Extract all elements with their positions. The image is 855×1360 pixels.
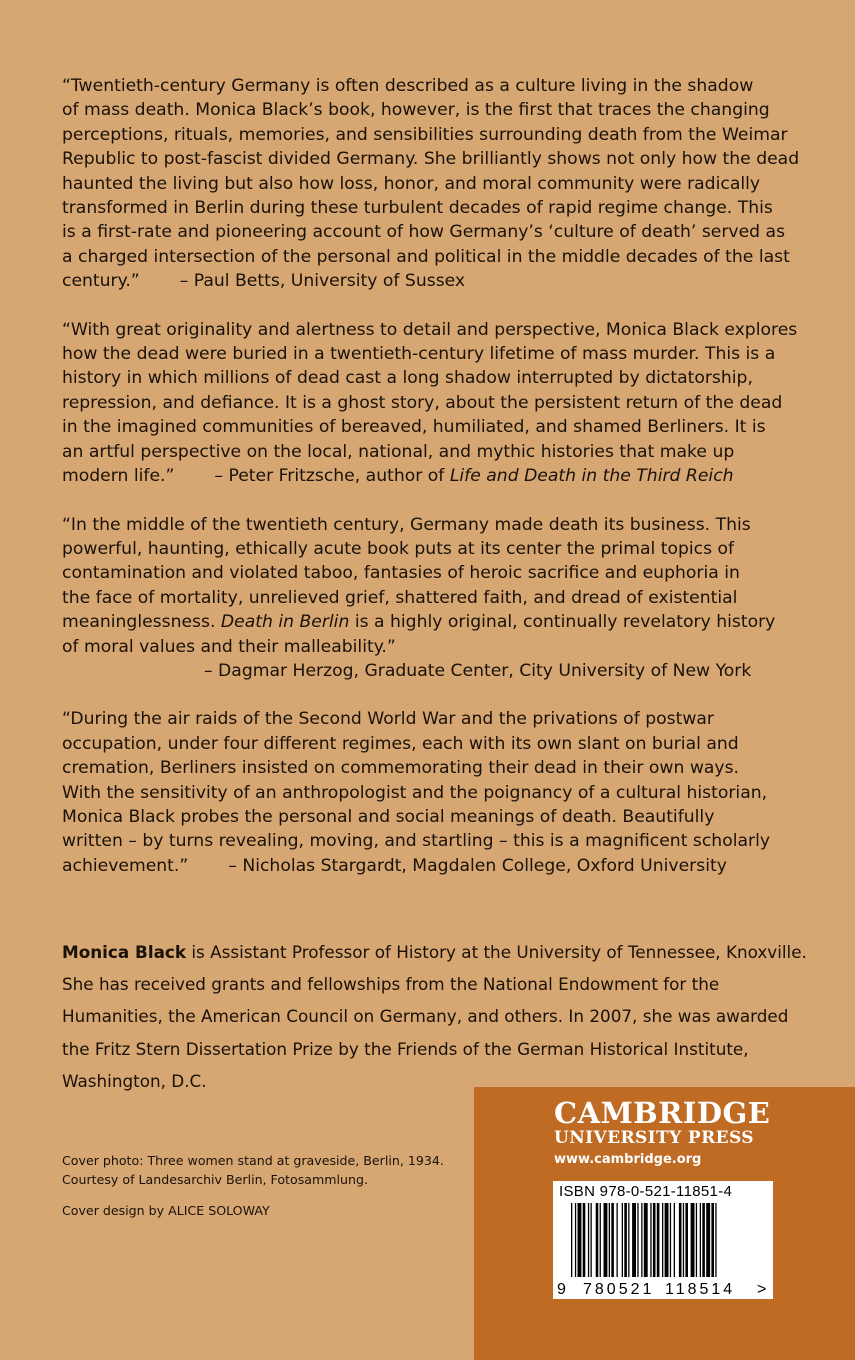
quote-line: With the sensitivity of an anthropologist and the poignancy of a cultural historian,	[62, 782, 768, 803]
barcode-bar	[657, 1203, 660, 1277]
quote-line: haunted the living but also how loss, honor, and moral community were radically	[62, 173, 761, 194]
barcode-bar	[571, 1203, 572, 1277]
barcode-bar	[696, 1203, 697, 1277]
quote-end: modern life.”	[62, 466, 175, 487]
bio-line: Washington, D.C.	[62, 1070, 207, 1091]
barcode-bar	[665, 1203, 669, 1277]
barcode-digit-suffix: >	[757, 1281, 767, 1298]
quote-line: “With great originality and alertness to detail and perspective, Monica Black explores	[62, 319, 798, 340]
quote-line	[62, 610, 792, 634]
barcode-bar	[679, 1203, 682, 1277]
barcode-bar	[591, 1203, 592, 1277]
barcode-bar	[674, 1203, 675, 1277]
barcode-bar	[575, 1203, 576, 1277]
quote-line: how the dead were buried in a twentieth-century lifetime of mass murder. This is a	[62, 344, 776, 365]
barcode-icon	[553, 1181, 773, 1299]
barcode-digit-prefix: 9	[557, 1281, 566, 1298]
barcode-bar	[611, 1203, 614, 1277]
barcode-bar	[715, 1203, 716, 1277]
bio-line	[62, 936, 807, 968]
quote-line: history in which millions of dead cast a long shadow interrupted by dictatorship,	[62, 368, 753, 389]
attribution: – Nicholas Stargardt, Magdalen College, Oxford University	[228, 855, 727, 876]
quote-line: is a first-rate and pioneering account of how Germany’s ‘culture of death’ served as	[62, 222, 786, 243]
barcode-bar	[662, 1203, 663, 1277]
bio-line: She has received grants and fellowships from the National Endowment for the	[62, 974, 720, 995]
quote-line: in the imagined communities of bereaved, humiliated, and shamed Berliners. It is	[62, 417, 766, 438]
barcode-bar	[596, 1203, 599, 1277]
bio-line: Humanities, the American Council on Germany, and others. In 2007, she was awarded	[62, 1006, 789, 1027]
quote-line: of moral values and their malleability.”	[62, 636, 396, 657]
endorsement-betts	[62, 74, 800, 294]
barcode-bar	[604, 1203, 608, 1277]
barcode-bar	[588, 1203, 589, 1277]
barcode-bar	[600, 1203, 601, 1277]
quote-line: cremation, Berliners insisted on commemorating their dead in their own ways.	[62, 758, 740, 779]
bio-line: the Fritz Stern Dissertation Prize by the Friends of the German Historical Institute,	[62, 1038, 749, 1059]
endorsement-herzog	[62, 513, 792, 684]
quote-line	[62, 269, 792, 293]
quote-line: “In the middle of the twentieth century, Germany made death its business. This	[62, 514, 751, 535]
photo-courtesy: Courtesy of Landesarchiv Berlin, Fotosammlung.	[62, 1172, 368, 1187]
attribution: – Peter Fritzsche, author of	[214, 466, 445, 487]
quote-line: repression, and defiance. It is a ghost story, about the persistent return of the dead	[62, 392, 783, 413]
barcode-bar	[622, 1203, 623, 1277]
quote-line: of mass death. Monica Black’s book, however, is the first that traces the changing	[62, 100, 770, 121]
publisher-url: www.cambridge.org	[554, 1152, 702, 1167]
barcode-bar	[583, 1203, 586, 1277]
barcode-bar	[691, 1203, 695, 1277]
endorsement-fritzsche	[62, 318, 798, 489]
quote-text: meaninglessness.	[62, 612, 216, 633]
barcode-bar	[644, 1203, 648, 1277]
bio-text: is Assistant Professor of History at the University of Tennessee, Knoxville.	[191, 942, 807, 962]
book-title: Life and Death in the Third Reich	[449, 466, 734, 487]
quote-line: perceptions, rituals, memories, and sensibilities surrounding death from the Weimar	[62, 124, 788, 145]
quote-line: “Twentieth-century Germany is often described as a culture living in the shadow	[62, 76, 754, 96]
barcode-bar	[683, 1203, 684, 1277]
barcode-bar	[609, 1203, 610, 1277]
barcode-bar	[637, 1203, 638, 1277]
barcode-bar	[578, 1203, 582, 1277]
barcode-bar	[653, 1203, 656, 1277]
barcode-bar	[702, 1203, 705, 1277]
quote-line: Republic to post-fascist divided Germany. She brilliantly shows not only how the dead	[62, 149, 800, 170]
endorsements	[62, 74, 800, 902]
quote-end: century.”	[62, 271, 140, 292]
barcode-bar	[628, 1203, 629, 1277]
barcode-bar	[641, 1203, 642, 1277]
barcode-bar	[670, 1203, 671, 1277]
quote-line: written – by turns revealing, moving, and startling – this is a magnificent scholarly	[62, 831, 771, 852]
quote-line: a charged intersection of the personal and political in the middle decades of the last	[62, 246, 790, 267]
barcode-bar	[624, 1203, 627, 1277]
barcode-bar	[617, 1203, 618, 1277]
quote-text: is a highly original, continually revelatory history	[354, 612, 776, 633]
quote-line: an artful perspective on the local, national, and mythic histories that make up	[62, 441, 735, 462]
barcode-bar	[650, 1203, 651, 1277]
publisher-panel	[474, 1087, 855, 1360]
endorsement-stargardt	[62, 707, 792, 878]
publisher-subtitle: UNIVERSITY PRESS	[554, 1128, 754, 1148]
quote-line: transformed in Berlin during these turbulent decades of rapid regime change. This	[62, 198, 773, 219]
quote-line: “During the air raids of the Second World War and the privations of postwar	[62, 709, 714, 730]
quote-end: achievement.”	[62, 855, 189, 876]
isbn-label: ISBN 978-0-521-11851-4	[559, 1183, 733, 1200]
book-title: Death in Berlin	[220, 612, 350, 633]
barcode-digits-right: 118514	[665, 1281, 736, 1298]
quote-line: occupation, under four different regimes, each with its own slant on burial and	[62, 733, 739, 754]
barcode-bar	[711, 1203, 714, 1277]
quote-line: the face of mortality, unrelieved grief, shattered faith, and dread of existential	[62, 587, 738, 608]
quote-line: contamination and violated taboo, fantasies of heroic sacrifice and euphoria in	[62, 563, 740, 584]
design-credit: Cover design by ALICE SOLOWAY	[62, 1203, 270, 1218]
barcode-bar	[685, 1203, 688, 1277]
barcode-bar	[700, 1203, 701, 1277]
quote-line	[62, 854, 792, 878]
cover-credits	[62, 1151, 444, 1220]
author-bio	[62, 936, 807, 1097]
quote-line: powerful, haunting, ethically acute book puts at its center the primal topics of	[62, 538, 735, 559]
quote-line	[62, 464, 792, 488]
quote-line: Monica Black probes the personal and social meanings of death. Beautifully	[62, 806, 715, 827]
author-name: Monica Black	[62, 942, 187, 962]
isbn-barcode	[553, 1181, 773, 1299]
attribution: – Paul Betts, University of Sussex	[179, 271, 466, 292]
photo-credit: Cover photo: Three women stand at graveside, Berlin, 1934.	[62, 1153, 444, 1168]
barcode-digits-left: 780521	[583, 1281, 655, 1298]
barcode-bar	[632, 1203, 636, 1277]
publisher-logo: CAMBRIDGE	[554, 1096, 771, 1130]
barcode-bar	[706, 1203, 710, 1277]
attribution: – Dagmar Herzog, Graduate Center, City University of New York	[204, 660, 752, 681]
